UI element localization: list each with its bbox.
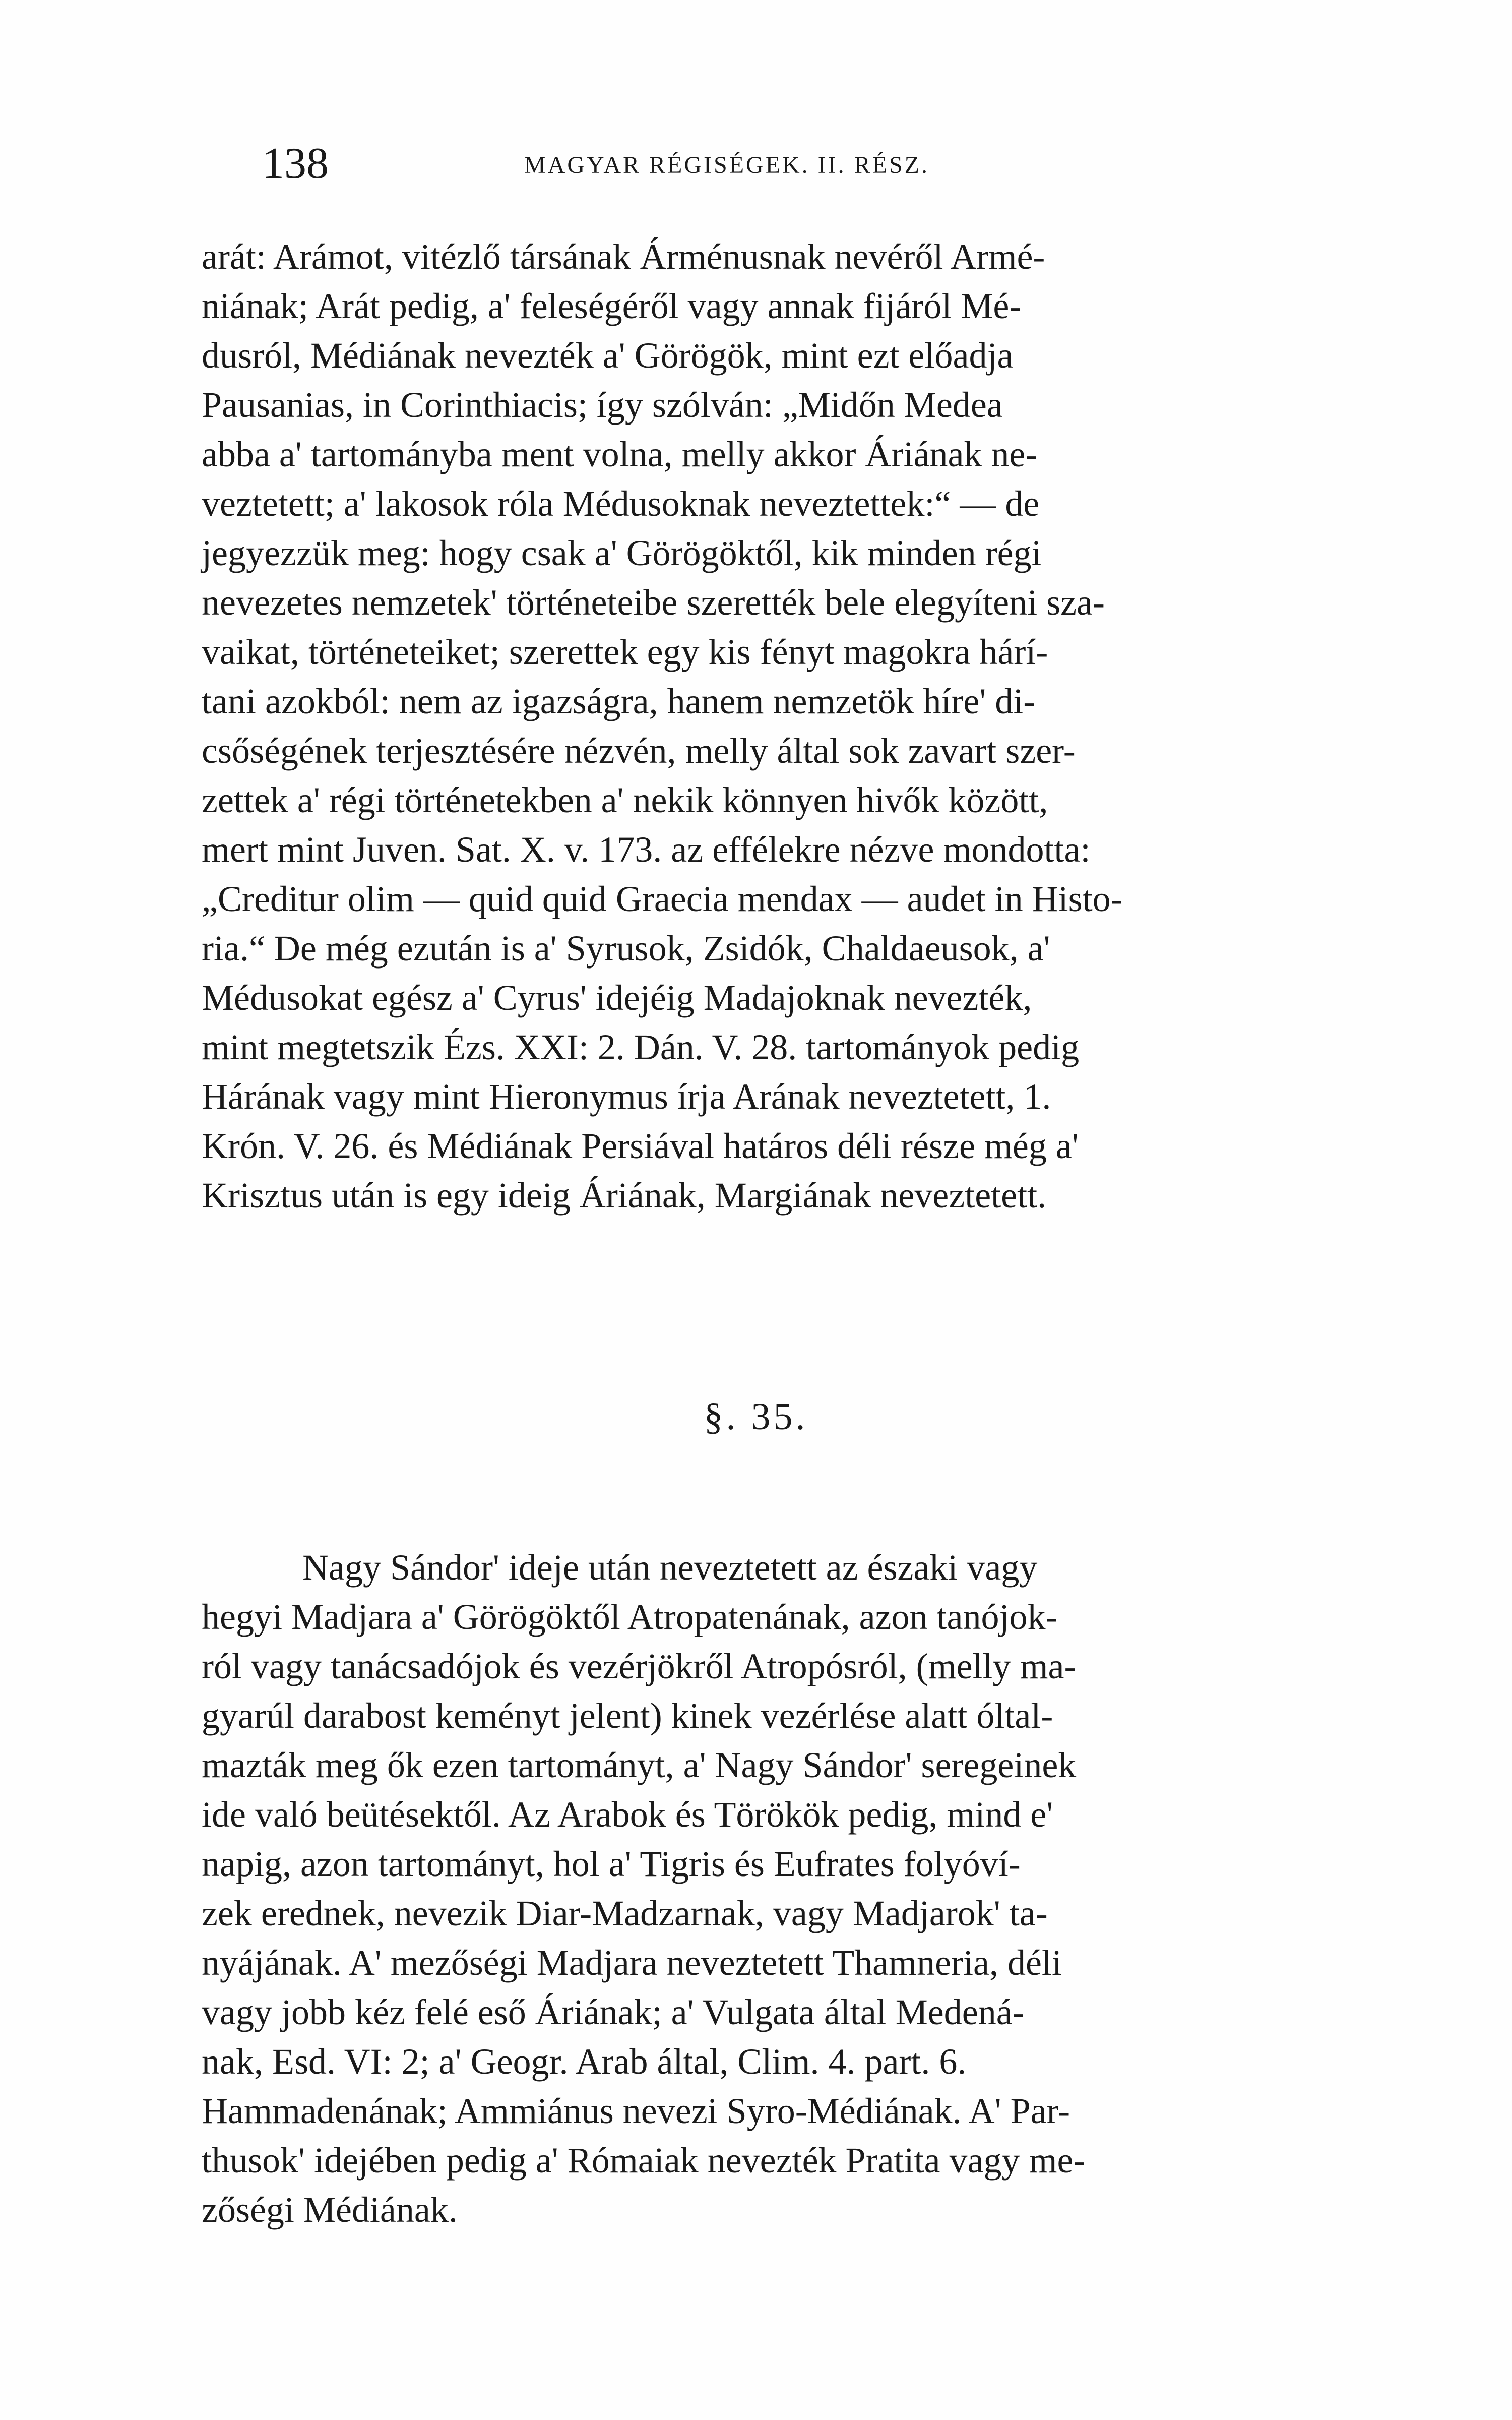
text-line: Pausanias, in Corinthiacis; így szólván: „Midőn Medea [202, 385, 1003, 425]
text-line: abba a' tartományba ment volna, melly akkor Áriának ne- [202, 434, 1038, 474]
text-line: Krón. V. 26. és Médiának Persiával határos déli része még a' [202, 1126, 1079, 1166]
text-line: vagy jobb kéz felé eső Áriának; a' Vulgata által Medená- [202, 1992, 1025, 2032]
text-line: tani azokból: nem az igazságra, hanem nemzetök híre' di- [202, 681, 1036, 721]
text-line: ide való beütésektől. Az Arabok és Törökök pedig, mind e' [202, 1794, 1053, 1835]
text-line: zőségi Médiának. [202, 2190, 458, 2230]
text-line: Nagy Sándor' ideje után neveztetett az északi vagy [302, 1547, 1038, 1588]
text-line: nyájának. A' mezőségi Madjara neveztetett Thamneria, déli [202, 1943, 1062, 1983]
text-line: Krisztus után is egy ideig Áriának, Margiának neveztetett. [202, 1175, 1047, 1216]
text-line: Médusokat egész a' Cyrus' idejéig Madajoknak nevezték, [202, 978, 1032, 1018]
running-head [262, 136, 1346, 192]
text-line: Hárának vagy mint Hieronymus írja Arának neveztetett, 1. [202, 1076, 1051, 1117]
text-line: dusról, Médiának nevezték a' Görögök, mint ezt előadja [202, 335, 1014, 376]
text-line: zettek a' régi történetekben a' nekik könnyen hivők között, [202, 780, 1048, 820]
text-line: thusok' idejében pedig a' Rómaiak nevezték Pratita vagy me- [202, 2140, 1086, 2181]
text-line: napig, azon tartományt, hol a' Tigris és Eufrates folyóví- [202, 1844, 1021, 1884]
text-line: gyarúl darabost keményt jelent) kinek vezérlése alatt óltal- [202, 1696, 1053, 1736]
text-line: „Creditur olim — quid quid Graecia mendax — audet in Histo- [202, 879, 1123, 919]
paragraph-1 [202, 232, 1341, 1220]
text-line: zek erednek, nevezik Diar-Madzarnak, vagy Madjarok' ta- [202, 1893, 1048, 1933]
text-line: ról vagy tanácsadójok és vezérjökről Atropósról, (melly ma- [202, 1646, 1077, 1686]
text-line: nak, Esd. VI: 2; a' Geogr. Arab által, Clim. 4. part. 6. [202, 2041, 967, 2082]
text-line: jegyezzük meg: hogy csak a' Görögöktől, kik minden régi [202, 533, 1042, 573]
section-heading: §. 35. [704, 1396, 808, 1438]
paragraph-2 [202, 1543, 1341, 2234]
running-title: MAGYAR RÉGISÉGEK. II. RÉSZ. [524, 152, 929, 178]
text-line: csőségének terjesztésére nézvén, melly által sok zavart szer- [202, 731, 1076, 771]
text-line: veztetett; a' lakosok róla Médusoknak neveztettek:“ — de [202, 483, 1040, 524]
text-line: mert mint Juven. Sat. X. v. 173. az effélekre nézve mondotta: [202, 829, 1091, 870]
text-line: mazták meg ők ezen tartományt, a' Nagy Sándor' seregeinek [202, 1745, 1077, 1785]
text-line: niának; Arát pedig, a' feleségéről vagy annak fijáról Mé- [202, 286, 1022, 326]
page-number: 138 [262, 139, 329, 188]
text-line: ria.“ De még ezután is a' Syrusok, Zsidók, Chaldaeusok, a' [202, 928, 1050, 969]
text-line: arát: Arámot, vitézlő társának Árménusnak nevéről Armé- [202, 236, 1045, 277]
text-line: mint megtetszik Ézs. XXI: 2. Dán. V. 28. tartományok pedig [202, 1027, 1080, 1067]
text-line: nevezetes nemzetek' történeteibe szerették bele elegyíteni sza- [202, 582, 1105, 623]
text-line: Hammadenának; Ammiánus nevezi Syro-Médiának. A' Par- [202, 2091, 1070, 2131]
text-line: hegyi Madjara a' Görögöktől Atropatenának, azon tanójok- [202, 1597, 1058, 1637]
text-line: vaikat, történeteiket; szerettek egy kis fényt magokra hárí- [202, 632, 1048, 672]
